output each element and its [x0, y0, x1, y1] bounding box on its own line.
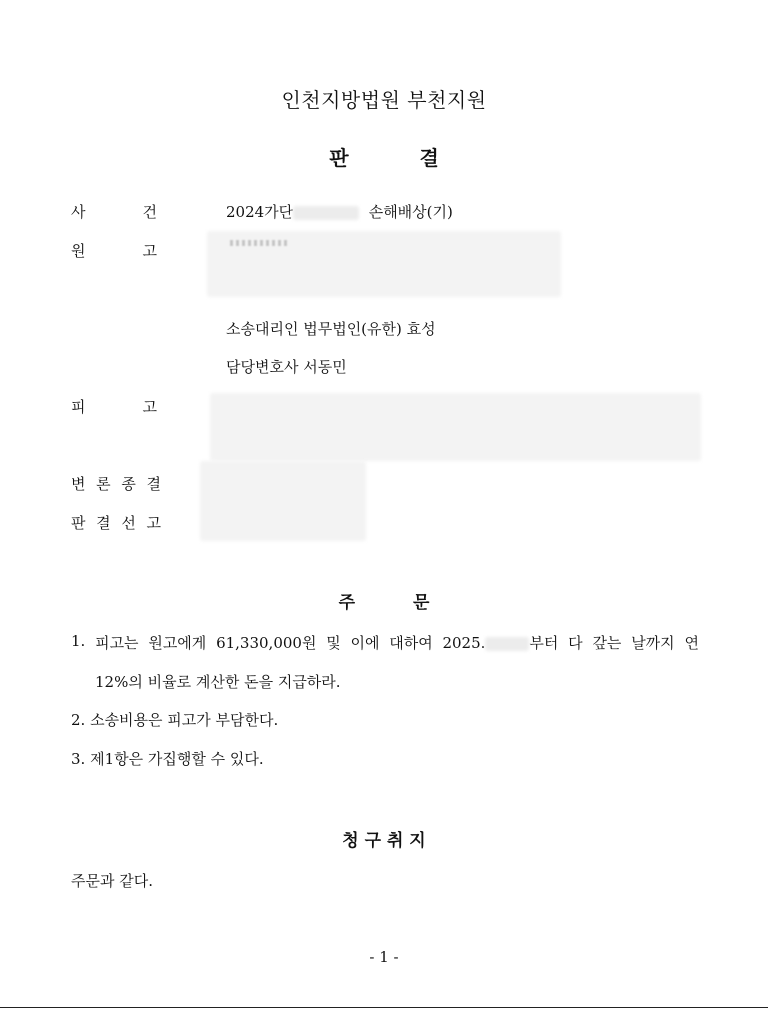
document-type: 판 결	[329, 146, 439, 170]
redacted-dates	[200, 461, 366, 541]
order-item-1: 1. 피고는 원고에게 61,330,000원 및 이에 대하여 2025. 부터 다 갚는 날까지 연	[71, 632, 699, 652]
redacted-date	[485, 637, 529, 651]
claim-heading: 청 구 취 지	[342, 831, 426, 851]
case-number: 2024가단	[226, 203, 294, 221]
page-bottom-rule	[0, 1007, 768, 1008]
closing-date-label: 변 론 종 결	[71, 475, 161, 493]
redacted-defendant-info	[210, 393, 701, 461]
order-item-1-continuation: 12%의 비율로 계산한 돈을 지급하라.	[95, 673, 341, 691]
claim-text: 주문과 같다.	[71, 872, 153, 890]
defendant-label: 피 고	[71, 398, 157, 416]
page-number: - 1 -	[369, 948, 399, 966]
order-heading: 주 문	[338, 593, 430, 613]
case-label: 사 건	[71, 203, 157, 221]
redacted-plaintiff-name	[230, 240, 290, 246]
plaintiff-label: 원 고	[71, 242, 157, 260]
order-item-3: 3. 제1항은 가집행할 수 있다.	[71, 750, 264, 768]
case-name: 손해배상(기)	[368, 203, 453, 221]
plaintiff-counsel: 소송대리인 법무법인(유한) 효성	[226, 320, 436, 338]
judgment-date-label: 판 결 선 고	[71, 514, 161, 532]
case-value	[226, 201, 453, 222]
redacted-case-number	[293, 206, 359, 220]
court-name: 인천지방법원 부천지원	[281, 88, 487, 112]
plaintiff-attorney: 담당변호사 서동민	[226, 358, 347, 376]
order-item-2: 2. 소송비용은 피고가 부담한다.	[71, 711, 279, 729]
